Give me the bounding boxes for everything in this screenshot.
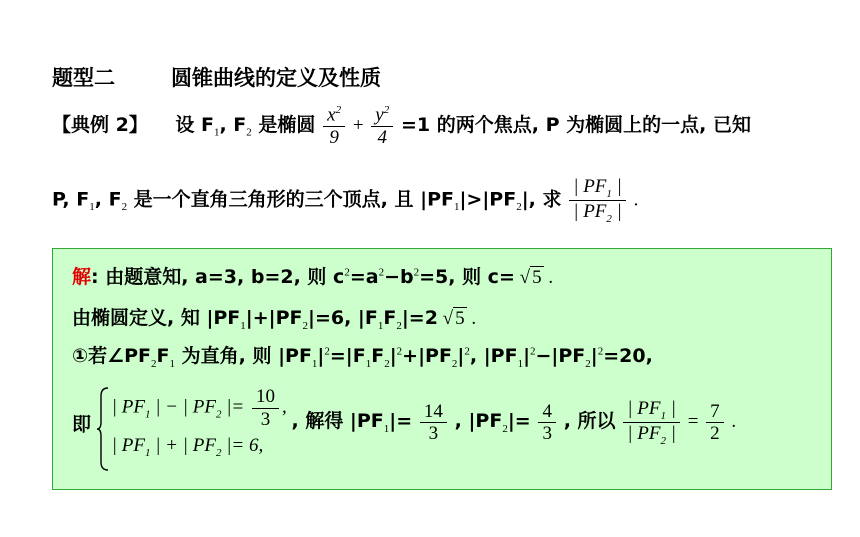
fraction-pf1-over-pf2-result: $\frac{| PF_1 |}{| PF_2 |}$ — [623, 398, 680, 448]
fraction-7-over-2: $\frac{7}{2}$ — [706, 401, 724, 446]
brace-icon — [96, 386, 110, 472]
fraction-x2-over-9: $\frac{x^2}{9}$ — [323, 104, 345, 149]
fraction-10-over-3: $\frac{10}{3}$ — [252, 386, 279, 431]
fraction-y2-over-4: $\frac{y^2}{4}$ — [371, 104, 393, 149]
system-row-1: | $PF_1$ | − | $PF_2$ |= $\frac{10}{3}$ , — [111, 386, 287, 430]
sqrt-5-b: √ 5 — [442, 308, 465, 329]
example-line-2: P, $F_1$, $F_2$ 是一个直角三角形的三个顶点, 且 $|PF_1|>|PF_2|$, 求 $\frac{| PF_1 |}{| PF_2 |}$ . — [52, 176, 639, 226]
solution-line-4: 即 | $PF_1$ | − | $PF_2$ |= $\frac{10}{3}$ , | $PF_1$ | + | $PF_2$ |= 6, , 解得 $|PF_1|=$ $\frac{14}{3}$ , $|PF_2|=$ $\frac{4}{3}$ , 所以 $\frac{| PF_1 |}{| PF_2 |}$ = $\frac{7}{2}$ . — [72, 386, 736, 460]
system-row-2: | $PF_1$ | + | $PF_2$ |= 6, — [111, 434, 264, 459]
section-topic: 圆锥曲线的定义及性质 — [171, 66, 381, 90]
fraction-pf1-over-pf2: $\frac{| PF_1 |}{| PF_2 |}$ — [569, 176, 626, 226]
solution-line-3: ①若$\angle PF_2F_1$ 为直角, 则 $|PF_1|^2=|F_1F_2|^2+|PF_2|^2$, $|PF_1|^2-|PF_2|^2=20$, — [72, 345, 653, 370]
section-label: 题型二 — [52, 66, 115, 90]
sqrt-5: √ 5 — [519, 267, 542, 288]
fraction-4-over-3: $\frac{4}{3}$ — [538, 401, 556, 446]
example-tag: 【典例 2】 — [52, 113, 148, 136]
fraction-14-over-3: $\frac{14}{3}$ — [420, 401, 447, 446]
solution-label: 解 — [72, 266, 92, 288]
solution-line-2: 由椭圆定义, 知 $|PF_1|+|PF_2|=6$, $|F_1F_2|=2$ √ 5 . — [72, 307, 477, 332]
equation-system — [96, 386, 287, 460]
example-line-1: 【典例 2】 设 $F_1$, $F_2$ 是椭圆 $\frac{x^2}{9}$ + $\frac{y^2}{4}$ =1 的两个焦点, P 为椭圆上的一点, 已知 — [52, 104, 751, 149]
solution-line-1: 解: 由题意知, a=3, b=2, 则 $c^2=a^2-b^2=5$, 则 c= √ 5 . — [72, 266, 554, 288]
section-title — [52, 62, 381, 92]
